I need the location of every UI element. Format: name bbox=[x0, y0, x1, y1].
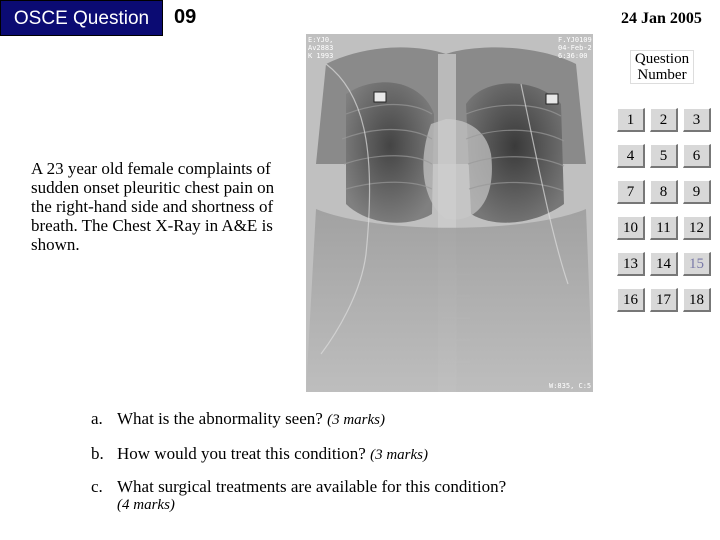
nav-button-10[interactable]: 10 bbox=[617, 216, 645, 240]
question-letter: a. bbox=[91, 409, 103, 428]
label-line-1: Question bbox=[634, 51, 690, 67]
xray-corner-tl-2: Av2883 bbox=[308, 44, 334, 52]
nav-button-8[interactable]: 8 bbox=[650, 180, 678, 204]
question-text: What surgical treatments are available for this condition? bbox=[117, 477, 507, 496]
question-number: 09 bbox=[174, 6, 197, 28]
xray-corner-tr-1: F.YJ0109 bbox=[558, 36, 592, 44]
question-marks: (3 marks) bbox=[370, 447, 428, 463]
nav-button-13[interactable]: 13 bbox=[617, 252, 645, 276]
question-letter: c. bbox=[91, 477, 103, 496]
nav-button-18[interactable]: 18 bbox=[683, 288, 711, 312]
nav-button-6[interactable]: 6 bbox=[683, 144, 711, 168]
date-label: 24 Jan 2005 bbox=[621, 10, 702, 27]
xray-corner-tl-3: K 1993 bbox=[308, 52, 334, 60]
question-marks: (4 marks) bbox=[117, 497, 175, 513]
xray-corner-tr-2: 04-Feb-2 bbox=[558, 44, 592, 52]
question-stem: A 23 year old female complaints of sudden onset pleuritic chest pain on the right-hand side and shortness of breath. The Chest X-Ray in A&E is shown. bbox=[31, 159, 275, 254]
nav-button-4[interactable]: 4 bbox=[617, 144, 645, 168]
nav-button-2[interactable]: 2 bbox=[650, 108, 678, 132]
question-text: What is the abnormality seen? bbox=[117, 409, 323, 428]
nav-button-14[interactable]: 14 bbox=[650, 252, 678, 276]
label-line-2: Number bbox=[637, 67, 687, 83]
xray-corner-br: W:835, C:5 bbox=[549, 382, 592, 390]
question-letter: b. bbox=[91, 444, 104, 463]
question-a bbox=[91, 409, 385, 430]
nav-button-17[interactable]: 17 bbox=[650, 288, 678, 312]
question-number-label bbox=[630, 50, 694, 84]
xray-corner-tr-3: 6:36:00 bbox=[558, 52, 588, 60]
nav-button-16[interactable]: 16 bbox=[617, 288, 645, 312]
nav-button-7[interactable]: 7 bbox=[617, 180, 645, 204]
nav-button-3[interactable]: 3 bbox=[683, 108, 711, 132]
nav-button-12[interactable]: 12 bbox=[683, 216, 711, 240]
question-b bbox=[91, 444, 428, 465]
xray-corner-tl-1: E:YJ0, bbox=[308, 36, 334, 44]
nav-button-5[interactable]: 5 bbox=[650, 144, 678, 168]
nav-button-9[interactable]: 9 bbox=[683, 180, 711, 204]
question-marks: (3 marks) bbox=[327, 412, 385, 428]
nav-button-15[interactable]: 15 bbox=[683, 252, 711, 276]
question-text: How would you treat this condition? bbox=[117, 444, 366, 463]
nav-button-1[interactable]: 1 bbox=[617, 108, 645, 132]
brand-banner: OSCE Question bbox=[0, 0, 163, 36]
chest-xray-image bbox=[306, 34, 593, 392]
question-c bbox=[91, 477, 506, 515]
nav-button-11[interactable]: 11 bbox=[650, 216, 678, 240]
